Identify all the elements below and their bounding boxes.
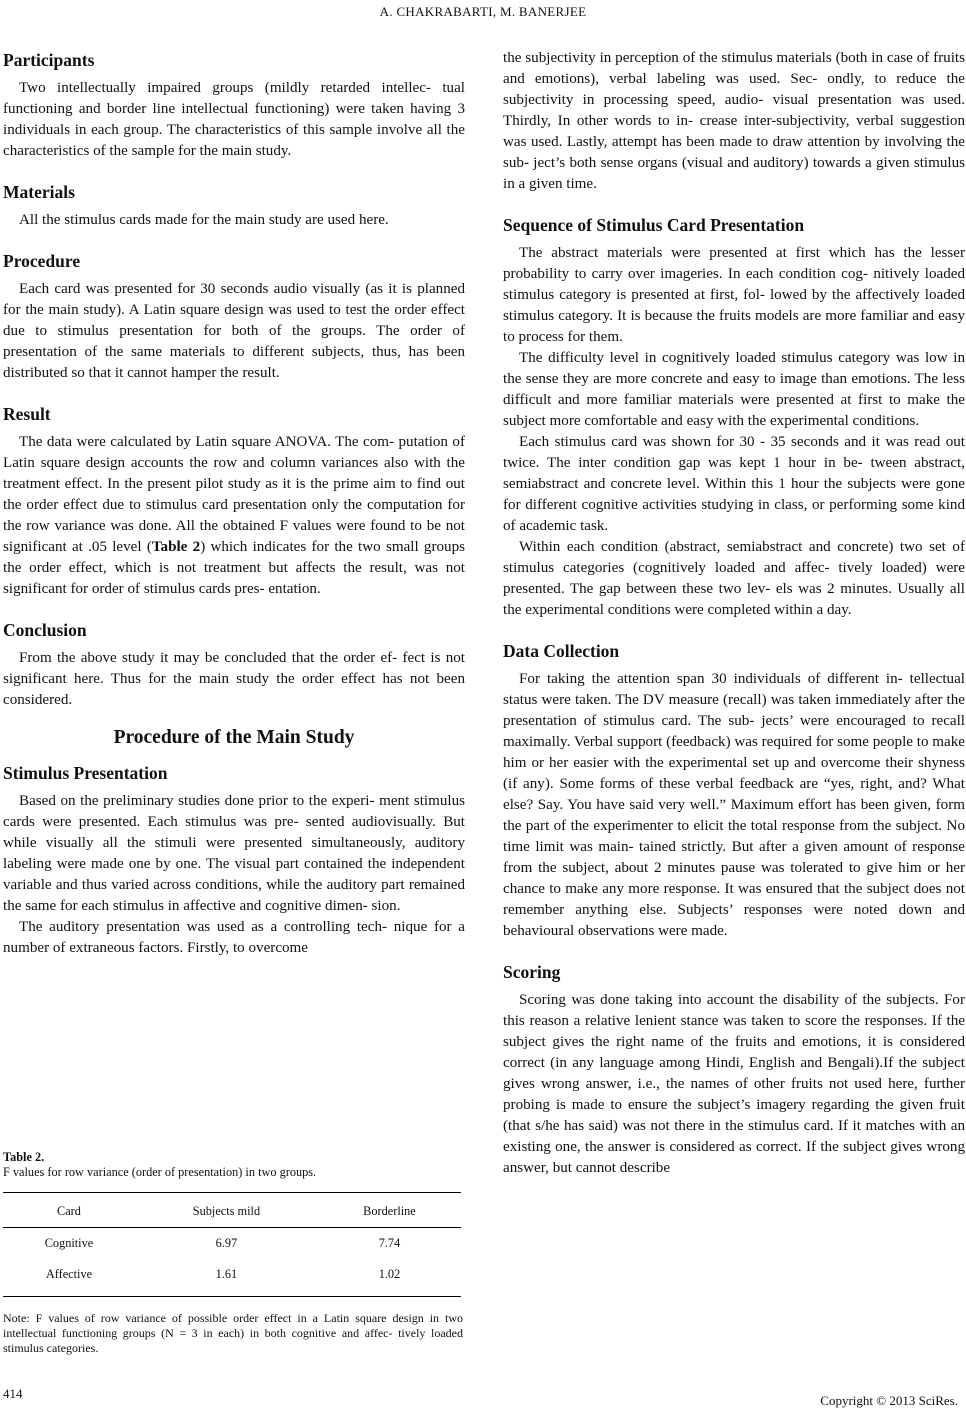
section-heading-scoring: Scoring [503, 962, 561, 982]
paragraph [3, 432, 465, 600]
table-cell: Cognitive [44, 1236, 94, 1250]
table-cell: 1.02 [318, 1259, 461, 1297]
section-heading-stimulus-presentation: Stimulus Presentation [3, 763, 168, 783]
paragraph: The auditory presentation was used as a controlling tech- nique for a number of extraneous factors. Firstly, to overcome [3, 919, 465, 956]
table-cell: 7.74 [378, 1236, 401, 1250]
section-heading-participants: Participants [3, 50, 95, 70]
paragraph: For taking the attention span 30 individuals of different in- tellectual status were taken. The DV measure (recall) was taken immediately after the presentation of stimulus card. The sub- jects’ were encouraged to recall maximally. Verbal support (feedback) was required for some people to make him or her easier with the experimental set up and overcome their shyness (if any). Some forms of these verbal feedback are “yes, right, and? What else? Say. You have said very well.” Maximum effort has been given, form the part of the experimenter to elicit the total response from the subject. No time limit was main- tained strictly. But after a given amount of response from the subject, about 2 minutes pause was tolerated to give him or her chance to make any more response. It was ensured that the subject does not remember anything else. Subjects’ responses were noted down and behavioural observations were made. [503, 671, 965, 939]
paragraph: Each stimulus card was shown for 30 - 35 seconds and it was read out twice. The inter condition gap was kept 1 hour in be- tween abstract, semiabstract and concrete level. Within this 1 hour the subjects were gone for different cognitive activities studying in class, or performing some kind of academic task. [503, 434, 965, 534]
paragraph: The abstract materials were presented at first which has the lesser probability to carry over imageries. In each condition cog- nitively loaded stimulus category is presented at first, fol- lowed by the affectively loaded stimulus category. It is because the fruits models are more familiar and easy to process for them. [503, 245, 965, 345]
paragraph: Two intellectually impaired groups (mildly retarded intellec- tual functioning and border line intellectual functioning) were taken having 3 individuals in each group. The characteristics of this sample involve all the characteristics of the sample for the main study. [3, 80, 465, 159]
section-heading-sequence: Sequence of Stimulus Card Presentation [503, 215, 805, 235]
running-head: A. CHAKRABARTI, M. BANERJEE [379, 4, 587, 19]
paragraph: Based on the preliminary studies done prior to the experi- ment stimulus cards were presented. Each stimulus was pre- sented audiovisually. But while visually all the stimuli were presented simultaneously, auditory labeling were made one by one. The visual part contained the independent variable and thus varied across conditions, while the auditory part remained the same for each stimulus in affective and cognitive dimen- sion. [3, 793, 465, 914]
right-column [503, 48, 965, 1179]
section-heading-conclusion: Conclusion [3, 620, 87, 640]
section-heading-procedure: Procedure [3, 251, 81, 271]
table-note: Note: F values of row variance of possible order effect in a Latin square design in two intellectual functioning groups (N = 3 in each) in both cognitive and affec- tively loaded stimulus categories. [3, 1311, 463, 1355]
table-caption: F values for row variance (order of presentation) in two groups. [3, 1165, 317, 1179]
result-text-a: The data were calculated by Latin square ANOVA. The com- putation of Latin square design accounts the row and column variances also with the treatment effect. In the present pilot study as it is the prime aim to find out the order effect due to stimulus card presentation only the computation for the row variance was done. All the obtained F values were found to be not significant at .05 level ( [3, 434, 465, 555]
paragraph: Each card was presented for 30 seconds audio visually (as it is planned for the main study). A Latin square design was used to test the order effect due to stimulus presentation for both of the groups. The order of presentation of the same materials to different subjects, thus, has been distributed so that it cannot hamper the result. [3, 281, 465, 381]
paragraph: Scoring was done taking into account the disability of the subjects. For this reason a relative lenient stance was taken to score the responses. If the subject gives the right name of the fruits and emotions, it is considered correct (in any language among Hindi, English and Bengali).If the subject gives wrong answer, i.e., the names of other fruits not used here, further probing is made to ensure the subject’s imagery regarding the given fruit (that s/he has said) was not there in the stimulus card. If it matches with an existing one, the answer is considered as correct. If the subject gives wrong answer, but cannot describe [503, 992, 965, 1176]
paragraph: From the above study it may be concluded that the order ef- fect is not significant here. Thus for the main study the order effect has not been considered. [3, 650, 465, 708]
page-number: 414 [3, 1386, 23, 1401]
main-section-heading: Procedure of the Main Study [113, 727, 355, 748]
table-title: Table 2. [3, 1150, 45, 1164]
table-block [3, 1150, 463, 1356]
table-row [3, 1259, 461, 1297]
data-table [3, 1192, 461, 1297]
section-heading-result: Result [3, 404, 51, 424]
paragraph: The difficulty level in cognitively loaded stimulus category was low in the sense they are more concrete and easy to image than emotions. The less difficult and more familiar materials were presented at first to make the subject more comfortable and easy with the experimental conditions. [503, 350, 965, 429]
left-column [3, 48, 465, 959]
section-heading-data-collection: Data Collection [503, 641, 620, 661]
result-text-b: ) which indicates for the two small groups the order effect, which is not treatment but affects the result, was not significant for order of stimulus cards pres- entation. [3, 539, 465, 597]
table-header-row [3, 1193, 461, 1228]
copyright-notice: Copyright © 2013 SciRes. [820, 1393, 958, 1408]
table-reference-link[interactable]: Table 2 [151, 539, 201, 555]
table-cell: Affective [3, 1259, 135, 1297]
table-header-cell: Subjects mild [135, 1193, 318, 1228]
paragraph: Within each condition (abstract, semiabstract and concrete) two set of stimulus categories (cognitively loaded and affec- tively loaded) were presented. The gap between these two lev- els was 2 minutes. Usually all the experimental conditions were completed within a day. [503, 539, 965, 618]
paragraph: All the stimulus cards made for the main study are used here. [19, 212, 389, 228]
paragraph: the subjectivity in perception of the stimulus materials (both in case of fruits and emotions), verbal labeling was used. Sec- ondly, to reduce the subjectivity in processing speed, audio- visual presentation was used. Thirdly, In other words to in- crease inter-subjectivity, verbal suggestion was used. Lastly, attempt has been made to draw attention by involving the sub- ject’s both sense organs (visual and auditory) towards a given stimulus in a given time. [503, 50, 965, 192]
section-heading-materials: Materials [3, 182, 75, 202]
table-header-cell: Card [3, 1193, 135, 1228]
table-cell: 6.97 [215, 1236, 238, 1250]
table-row [3, 1228, 461, 1260]
table-cell: 1.61 [135, 1259, 318, 1297]
table-header-cell: Borderline [318, 1193, 461, 1228]
